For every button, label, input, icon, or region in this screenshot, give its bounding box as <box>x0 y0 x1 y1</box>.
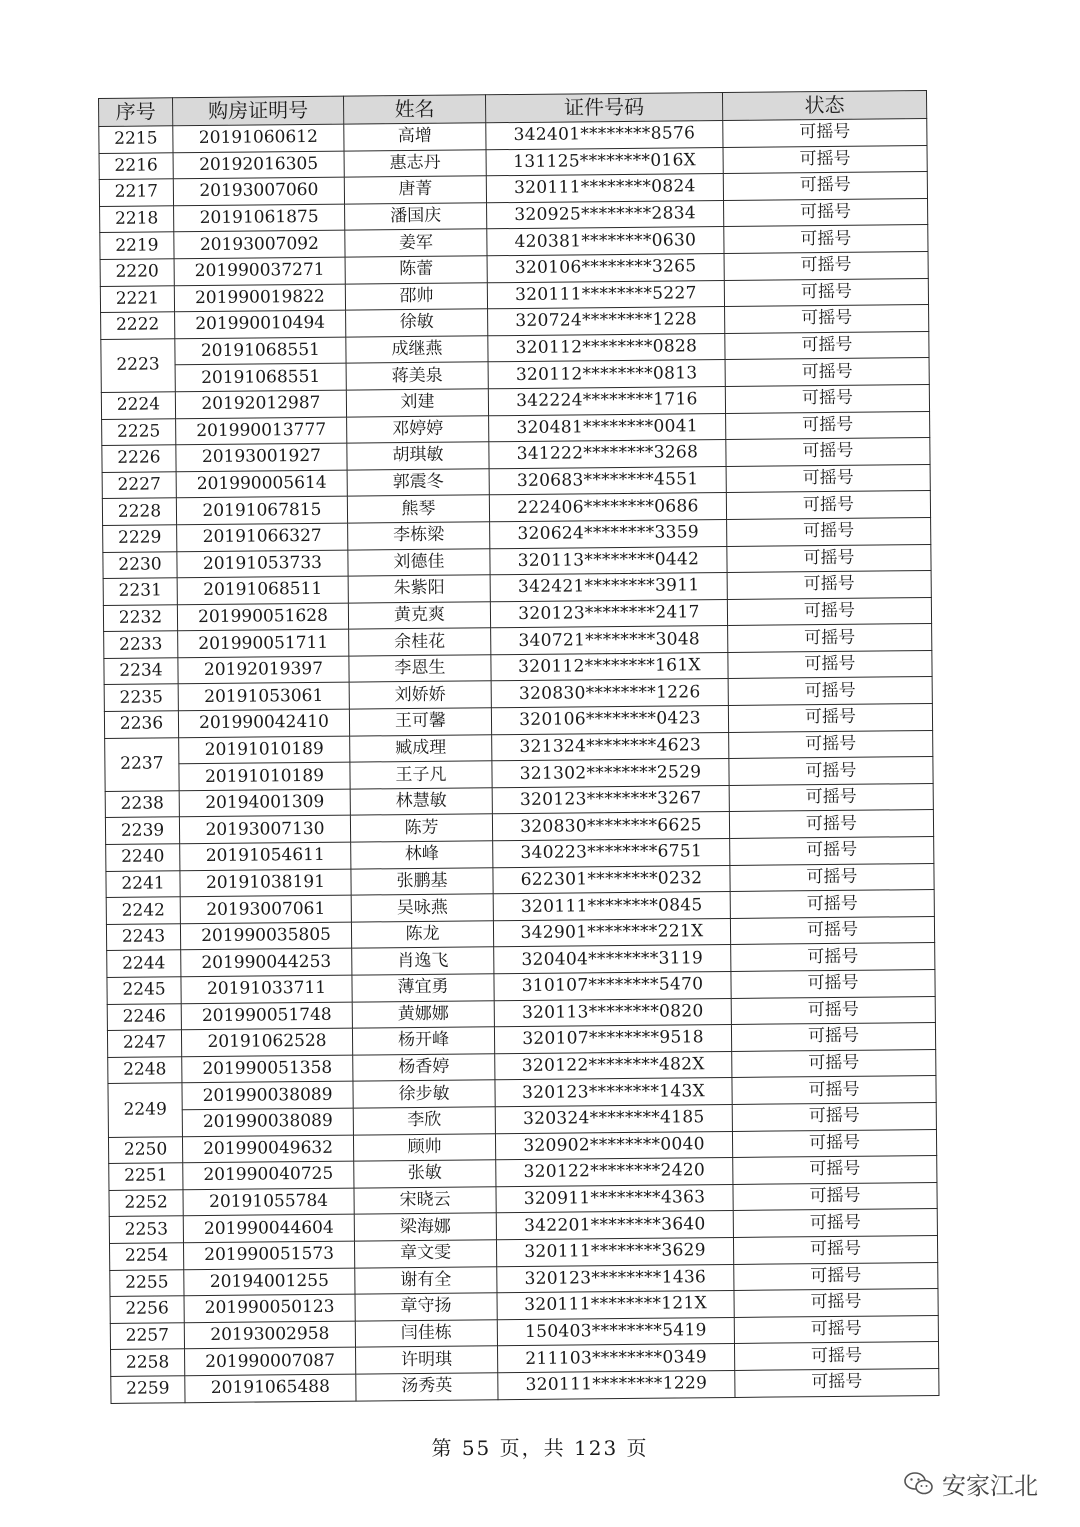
cell-cert-no: 20191068551 <box>175 337 346 365</box>
cell-cert-no: 20191067815 <box>176 496 347 524</box>
cell-name: 郭震冬 <box>347 468 489 496</box>
cell-id-no: 320925********2834 <box>487 200 724 229</box>
cell-seq: 2221 <box>100 285 174 312</box>
cell-name: 王子凡 <box>350 761 492 789</box>
cell-seq: 2255 <box>110 1269 184 1296</box>
cell-status: 可摇号 <box>726 438 930 467</box>
cell-name: 刘德佳 <box>348 548 490 576</box>
cell-status: 可摇号 <box>728 650 932 679</box>
cell-name: 陈芳 <box>350 814 492 842</box>
cell-id-no: 342901********221X <box>493 918 730 947</box>
cell-name: 谢有全 <box>355 1266 497 1294</box>
cell-cert-no: 201990042410 <box>178 709 349 737</box>
cell-id-no: 320724********1228 <box>488 307 725 336</box>
cell-cert-no: 20191033711 <box>181 975 352 1003</box>
cell-cert-no: 201990051711 <box>178 629 349 657</box>
cell-status: 可摇号 <box>728 704 932 733</box>
cell-status: 可摇号 <box>726 491 930 520</box>
cell-id-no: 321324********4623 <box>492 732 729 761</box>
cell-status: 可摇号 <box>733 1156 937 1185</box>
cell-id-no: 321302********2529 <box>492 759 729 788</box>
cell-seq: 2230 <box>103 551 177 578</box>
table-body <box>99 119 939 1403</box>
cell-status: 可摇号 <box>725 384 929 413</box>
cell-name: 朱紫阳 <box>348 575 490 603</box>
cell-seq: 2218 <box>100 206 174 233</box>
cell-seq: 2217 <box>99 179 173 206</box>
cell-cert-no: 201990019822 <box>174 284 345 312</box>
cell-id-no: 310107********5470 <box>494 971 731 1000</box>
cell-cert-no: 201990051628 <box>177 603 348 631</box>
cell-seq: 2254 <box>109 1243 183 1270</box>
cell-cert-no: 201990044604 <box>183 1214 354 1242</box>
cell-cert-no: 20193001927 <box>176 443 347 471</box>
cell-name: 章文雯 <box>354 1240 496 1268</box>
cell-name: 薄宜勇 <box>352 974 494 1002</box>
cell-status: 可摇号 <box>729 730 933 759</box>
purchase-list-table <box>98 90 939 1403</box>
cell-name: 余桂花 <box>349 628 491 656</box>
cell-id-no: 320112********161X <box>491 652 728 681</box>
cell-status: 可摇号 <box>726 464 930 493</box>
cell-status: 可摇号 <box>727 597 931 626</box>
cell-cert-no: 201990040725 <box>183 1161 354 1189</box>
cell-cert-no: 20191060612 <box>173 124 344 152</box>
cell-seq: 2246 <box>107 1003 181 1030</box>
cell-seq: 2227 <box>102 471 176 498</box>
cell-cert-no: 20192012987 <box>175 390 346 418</box>
cell-seq: 2235 <box>104 684 178 711</box>
cell-name: 胡琪敏 <box>347 442 489 470</box>
cell-id-no: 342224********1716 <box>488 386 725 415</box>
cell-id-no: 320123********1436 <box>497 1264 734 1293</box>
header-seq: 序号 <box>99 98 173 127</box>
cell-cert-no: 20191055784 <box>183 1188 354 1216</box>
cell-seq: 2249 <box>108 1083 183 1137</box>
cell-name: 张鹏基 <box>351 867 493 895</box>
cell-seq: 2232 <box>103 604 177 631</box>
cell-name: 徐步敏 <box>353 1080 495 1108</box>
cell-name: 章守扬 <box>355 1293 497 1321</box>
cell-name: 邓婷婷 <box>347 415 489 443</box>
cell-id-no: 320111********0824 <box>486 174 723 203</box>
cell-name: 姜军 <box>345 229 487 257</box>
cell-id-no: 320830********6625 <box>492 812 729 841</box>
cell-cert-no: 20193007130 <box>179 816 350 844</box>
cell-id-no: 131125********016X <box>486 147 723 176</box>
cell-id-no: 320113********0820 <box>494 998 731 1027</box>
cell-name: 王可馨 <box>349 708 491 736</box>
cell-status: 可摇号 <box>728 624 932 653</box>
cell-cert-no: 201990007087 <box>185 1347 356 1375</box>
cell-name: 黄克爽 <box>348 601 490 629</box>
cell-cert-no: 20191068511 <box>177 576 348 604</box>
cell-seq: 2236 <box>104 711 178 738</box>
cell-seq: 2247 <box>107 1030 181 1057</box>
cell-cert-no: 20191053061 <box>178 683 349 711</box>
cell-id-no: 320123********143X <box>495 1078 732 1107</box>
cell-cert-no: 201990013777 <box>176 417 347 445</box>
cell-seq: 2224 <box>101 392 175 419</box>
cell-status: 可摇号 <box>730 890 934 919</box>
cell-seq: 2257 <box>110 1322 184 1349</box>
cell-cert-no: 20192016305 <box>173 151 344 179</box>
cell-seq: 2248 <box>108 1057 182 1084</box>
cell-id-no: 622301********0232 <box>493 865 730 894</box>
cell-id-no: 320111********121X <box>497 1291 734 1320</box>
cell-status: 可摇号 <box>725 358 929 387</box>
cell-name: 高增 <box>344 123 486 151</box>
cell-name: 宋晓云 <box>354 1186 496 1214</box>
cell-seq: 2239 <box>105 817 179 844</box>
cell-status: 可摇号 <box>730 837 934 866</box>
cell-id-no: 342201********3640 <box>496 1211 733 1240</box>
cell-name: 林峰 <box>351 841 493 869</box>
cell-name: 汤秀英 <box>356 1373 498 1401</box>
cell-status: 可摇号 <box>724 278 928 307</box>
cell-status: 可摇号 <box>732 1129 936 1158</box>
watermark-text: 安家江北 <box>942 1472 1038 1500</box>
cell-cert-no: 20194001309 <box>179 789 350 817</box>
page-number: 第 55 页，共 123 页 <box>431 1436 649 1460</box>
cell-status: 可摇号 <box>734 1262 938 1291</box>
cell-id-no: 320683********4551 <box>489 466 726 495</box>
cell-name: 闫佳栋 <box>355 1319 497 1347</box>
cell-id-no: 320112********0828 <box>488 333 725 362</box>
cell-id-no: 320122********482X <box>495 1051 732 1080</box>
cell-name: 李栋梁 <box>348 522 490 550</box>
cell-cert-no: 20191038191 <box>180 869 351 897</box>
cell-cert-no: 20191061875 <box>174 204 345 232</box>
cell-status: 可摇号 <box>735 1368 939 1397</box>
cell-seq: 2240 <box>106 844 180 871</box>
cell-cert-no: 20191010189 <box>179 762 350 790</box>
cell-seq: 2259 <box>111 1376 185 1403</box>
cell-status: 可摇号 <box>731 1023 935 1052</box>
cell-cert-no: 201990038089 <box>182 1081 353 1109</box>
cell-name: 梁海娜 <box>354 1213 496 1241</box>
cell-status: 可摇号 <box>731 943 935 972</box>
cell-cert-no: 201990005614 <box>176 470 347 498</box>
cell-id-no: 342401********8576 <box>486 121 723 150</box>
cell-name: 熊琴 <box>347 495 489 523</box>
cell-id-no: 320830********1226 <box>491 679 728 708</box>
cell-status: 可摇号 <box>727 544 931 573</box>
cell-cert-no: 201990051358 <box>182 1055 353 1083</box>
cell-status: 可摇号 <box>725 331 929 360</box>
cell-status: 可摇号 <box>729 783 933 812</box>
cell-status: 可摇号 <box>725 305 929 334</box>
cell-id-no: 420381********0630 <box>487 227 724 256</box>
cell-status: 可摇号 <box>734 1342 938 1371</box>
cell-seq: 2252 <box>109 1189 183 1216</box>
cell-seq: 2243 <box>106 924 180 951</box>
cell-cert-no: 20191062528 <box>181 1028 352 1056</box>
cell-id-no: 320107********9518 <box>494 1025 731 1054</box>
cell-name: 李恩生 <box>349 655 491 683</box>
cell-id-no: 342421********3911 <box>490 573 727 602</box>
cell-id-no: 320111********5227 <box>487 280 724 309</box>
cell-cert-no: 201990010494 <box>175 310 346 338</box>
cell-cert-no: 201990035805 <box>180 922 351 950</box>
cell-status: 可摇号 <box>727 571 931 600</box>
cell-name: 陈龙 <box>351 921 493 949</box>
cell-id-no: 320624********3359 <box>490 519 727 548</box>
header-id-no: 证件号码 <box>485 93 722 123</box>
cell-cert-no: 20191066327 <box>177 523 348 551</box>
cell-status: 可摇号 <box>729 757 933 786</box>
cell-cert-no: 201990049632 <box>182 1135 353 1163</box>
cell-seq: 2237 <box>105 737 180 791</box>
cell-status: 可摇号 <box>723 145 927 174</box>
cell-seq: 2241 <box>106 870 180 897</box>
cell-name: 潘国庆 <box>345 203 487 231</box>
cell-seq: 2228 <box>102 498 176 525</box>
cell-status: 可摇号 <box>724 198 928 227</box>
cell-status: 可摇号 <box>732 1049 936 1078</box>
cell-name: 刘娇娇 <box>349 681 491 709</box>
cell-id-no: 320902********0040 <box>495 1131 732 1160</box>
cell-status: 可摇号 <box>733 1209 937 1238</box>
cell-cert-no: 20193002958 <box>184 1321 355 1349</box>
cell-seq: 2238 <box>105 791 179 818</box>
cell-status: 可摇号 <box>734 1315 938 1344</box>
cell-status: 可摇号 <box>727 517 931 546</box>
cell-id-no: 340721********3048 <box>491 626 728 655</box>
cell-cert-no: 20191054611 <box>180 842 351 870</box>
cell-id-no: 320122********2420 <box>496 1158 733 1187</box>
cell-name: 张敏 <box>354 1160 496 1188</box>
cell-name: 杨香婷 <box>353 1054 495 1082</box>
cell-cert-no: 20191010189 <box>179 736 350 764</box>
cell-seq: 2253 <box>109 1216 183 1243</box>
watermark <box>904 1466 1038 1501</box>
cell-cert-no: 201990051748 <box>181 1002 352 1030</box>
cell-name: 杨开峰 <box>352 1027 494 1055</box>
cell-name: 顾帅 <box>353 1133 495 1161</box>
cell-name: 许明琪 <box>356 1346 498 1374</box>
cell-cert-no: 20193007060 <box>173 177 344 205</box>
cell-status: 可摇号 <box>731 970 935 999</box>
cell-cert-no: 20193007092 <box>174 231 345 259</box>
cell-id-no: 320324********4185 <box>495 1104 732 1133</box>
cell-status: 可摇号 <box>731 996 935 1025</box>
cell-cert-no: 201990044253 <box>181 949 352 977</box>
cell-id-no: 341222********3268 <box>489 440 726 469</box>
cell-status: 可摇号 <box>732 1076 936 1105</box>
cell-seq: 2226 <box>102 445 176 472</box>
cell-id-no: 320123********2417 <box>490 599 727 628</box>
cell-name: 陈蕾 <box>345 256 487 284</box>
cell-seq: 2234 <box>104 658 178 685</box>
cell-name: 惠志丹 <box>344 149 486 177</box>
cell-status: 可摇号 <box>732 1102 936 1131</box>
cell-status: 可摇号 <box>733 1182 937 1211</box>
cell-id-no: 320404********3119 <box>494 945 731 974</box>
cell-name: 臧成理 <box>350 734 492 762</box>
header-name: 姓名 <box>343 95 485 124</box>
cell-seq: 2256 <box>110 1296 184 1323</box>
cell-status: 可摇号 <box>729 810 933 839</box>
cell-cert-no: 20192019397 <box>178 656 349 684</box>
cell-name: 肖逸飞 <box>352 947 494 975</box>
cell-id-no: 211103********0349 <box>497 1344 734 1373</box>
cell-id-no: 320481********0041 <box>489 413 726 442</box>
cell-cert-no: 20194001255 <box>184 1268 355 1296</box>
cell-seq: 2216 <box>99 152 173 179</box>
cell-seq: 2231 <box>103 578 177 605</box>
cell-id-no: 320112********0813 <box>488 360 725 389</box>
cell-name: 林慧敏 <box>350 788 492 816</box>
cell-id-no: 320106********0423 <box>491 706 728 735</box>
cell-id-no: 320113********0442 <box>490 546 727 575</box>
cell-status: 可摇号 <box>724 225 928 254</box>
cell-status: 可摇号 <box>724 252 928 281</box>
wechat-icon <box>904 1471 934 1497</box>
cell-name: 吴咏燕 <box>351 894 493 922</box>
cell-id-no: 222406********0686 <box>489 493 726 522</box>
header-cert-no: 购房证明号 <box>173 96 344 126</box>
cell-status: 可摇号 <box>726 411 930 440</box>
cell-seq: 2244 <box>107 950 181 977</box>
cell-seq: 2250 <box>108 1136 182 1163</box>
cell-cert-no: 201990038089 <box>182 1108 353 1136</box>
cell-status: 可摇号 <box>733 1235 937 1264</box>
cell-seq: 2229 <box>103 525 177 552</box>
cell-status: 可摇号 <box>730 916 934 945</box>
cell-seq: 2233 <box>104 631 178 658</box>
cell-status: 可摇号 <box>723 119 927 148</box>
cell-id-no: 150403********5419 <box>497 1317 734 1346</box>
cell-cert-no: 201990050123 <box>184 1294 355 1322</box>
cell-cert-no: 201990051573 <box>183 1241 354 1269</box>
cell-name: 刘建 <box>346 389 488 417</box>
cell-cert-no: 20191065488 <box>185 1374 356 1402</box>
cell-id-no: 320123********3267 <box>492 785 729 814</box>
cell-status: 可摇号 <box>734 1289 938 1318</box>
cell-seq: 2258 <box>111 1349 185 1376</box>
cell-id-no: 320911********4363 <box>496 1184 733 1213</box>
cell-seq: 2245 <box>107 977 181 1004</box>
cell-id-no: 320111********0845 <box>493 892 730 921</box>
cell-id-no: 320106********3265 <box>487 253 724 282</box>
header-status: 状态 <box>722 91 926 121</box>
cell-id-no: 340223********6751 <box>493 839 730 868</box>
cell-seq: 2215 <box>99 126 173 153</box>
cell-seq: 2220 <box>100 259 174 286</box>
cell-seq: 2223 <box>101 339 176 393</box>
cell-name: 成继燕 <box>346 336 488 364</box>
cell-name: 邵帅 <box>345 282 487 310</box>
cell-id-no: 320111********1229 <box>498 1370 735 1399</box>
cell-name: 蒋美泉 <box>346 362 488 390</box>
cell-name: 唐菁 <box>344 176 486 204</box>
cell-status: 可摇号 <box>728 677 932 706</box>
cell-id-no: 320111********3629 <box>496 1237 733 1266</box>
cell-cert-no: 20193007061 <box>180 895 351 923</box>
cell-cert-no: 20191068551 <box>175 363 346 391</box>
cell-cert-no: 201990037271 <box>174 257 345 285</box>
cell-cert-no: 20191053733 <box>177 550 348 578</box>
cell-seq: 2242 <box>106 897 180 924</box>
cell-status: 可摇号 <box>730 863 934 892</box>
cell-seq: 2225 <box>102 418 176 445</box>
cell-seq: 2251 <box>109 1163 183 1190</box>
cell-seq: 2219 <box>100 232 174 259</box>
cell-name: 徐敏 <box>346 309 488 337</box>
cell-seq: 2222 <box>101 312 175 339</box>
cell-status: 可摇号 <box>723 172 927 201</box>
cell-name: 黄娜娜 <box>352 1000 494 1028</box>
cell-name: 李欣 <box>353 1107 495 1135</box>
